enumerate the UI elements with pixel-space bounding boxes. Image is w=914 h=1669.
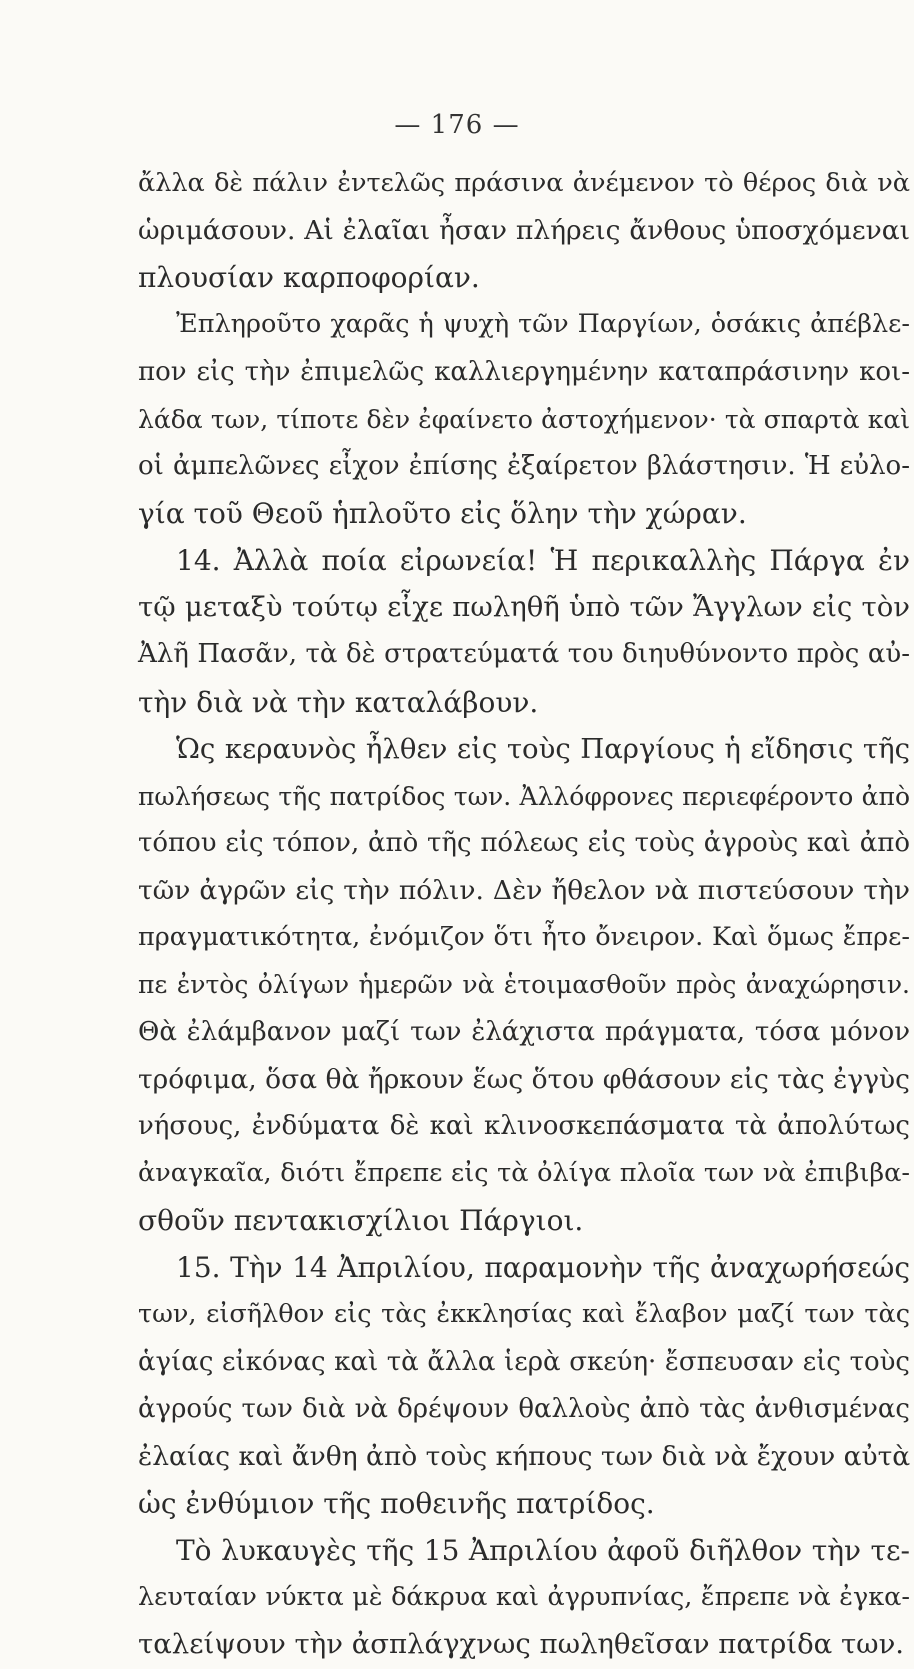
text-line: πε ἐντὸς ὀλίγων ἡμερῶν νὰ ἑτοιμασθοῦν πρὸς ἀναχώρησιν. — [138, 970, 910, 1000]
text-line: ὡριμάσουν. Αἱ ἐλαῖαι ἦσαν πλήρεις ἄνθους ὑποσχόμεναι — [138, 215, 910, 247]
page-number: — 176 — — [394, 110, 520, 140]
text-line: Ἐπληροῦτο χαρᾶς ἡ ψυχὴ τῶν Παργίων, ὁσάκις ἀπέβλε- — [176, 309, 910, 340]
text-line: ἀναγκαῖα, διότι ἔπρεπε εἰς τὰ ὀλίγα πλοῖα των νὰ ἐπιβιβα- — [138, 1157, 910, 1188]
text-line: τῶν ἀγρῶν εἰς τὴν πόλιν. Δὲν ἤθελον νὰ πιστεύσουν τὴν — [138, 875, 910, 907]
text-line: ἀγρούς των διὰ νὰ δρέψουν θαλλοὺς ἀπὸ τὰς ἀνθισμένας — [138, 1393, 910, 1424]
text-line: Ἀλῆ Πασᾶν, τὰ δὲ στρατεύματά του διηυθύνοντο πρὸς αὐ- — [138, 639, 910, 670]
text-line: των, εἰσῆλθον εἰς τὰς ἐκκλησίας καὶ ἔλαβον μαζί των τὰς — [138, 1299, 910, 1330]
text-line: τρόφιμα, ὅσα θὰ ἤρκουν ἕως ὅτου φθάσουν εἰς τὰς ἐγγὺς — [138, 1063, 910, 1095]
text-line: λάδα των, τίποτε δὲν ἐφαίνετο ἀστοχήμενον· τὰ σπαρτὰ καὶ — [138, 404, 910, 434]
text-line: γία τοῦ Θεοῦ ἡπλοῦτο εἰς ὅλην τὴν χώραν. — [138, 496, 747, 530]
text-line: ὡς ἐνθύμιον τῆς ποθεινῆς πατρίδος. — [138, 1486, 655, 1520]
text-line: τῷ μεταξὺ τούτῳ εἶχε πωληθῆ ὑπὸ τῶν Ἄγγλων εἰς τὸν — [138, 591, 910, 624]
text-line: νήσους, ἐνδύματα δὲ καὶ κλινοσκεπάσματα τὰ ἀπολύτως — [138, 1110, 910, 1141]
text-line: τὴν διὰ νὰ τὴν καταλάβουν. — [138, 685, 539, 719]
text-line: πραγματικότητα, ἐνόμιζον ὅτι ἦτο ὄνειρον. Καὶ ὅμως ἔπρε- — [138, 922, 910, 953]
text-line: ταλείψουν τὴν ἀσπλάγχνως πωληθεῖσαν πατρίδα των. — [138, 1628, 905, 1661]
body-text — [138, 160, 910, 1669]
text-line: 14. Ἀλλὰ ποία εἰρωνεία! Ἡ περικαλλὴς Πάργα ἐν — [176, 544, 910, 578]
text-line: οἱ ἀμπελῶνες εἶχον ἐπίσης ἐξαίρετον βλάστησιν. Ἡ εὐλο- — [138, 450, 910, 481]
text-line: πον εἰς τὴν ἐπιμελῶς καλλιεργημένην καταπράσινην κοι- — [138, 356, 910, 387]
text-line: ἁγίας εἰκόνας καὶ τὰ ἄλλα ἱερὰ σκεύη· ἔσπευσαν εἰς τοὺς — [138, 1346, 910, 1377]
text-line: Τὸ λυκαυγὲς τῆς 15 Ἀπριλίου ἀφοῦ διῆλθον τὴν τε- — [176, 1534, 910, 1568]
text-line: ἐλαίας καὶ ἄνθη ἀπὸ τοὺς κήπους των διὰ νὰ ἔχουν αὐτὰ — [138, 1440, 911, 1472]
text-line: τόπου εἰς τόπον, ἀπὸ τῆς πόλεως εἰς τοὺς ἀγροὺς καὶ ἀπὸ — [138, 827, 910, 858]
text-line: 15. Τὴν 14 Ἀπριλίου, παραμονὴν τῆς ἀναχωρήσεώς — [176, 1251, 910, 1285]
text-line: λευταίαν νύκτα μὲ δάκρυα καὶ ἀγρυπνίας, ἔπρεπε νὰ ἐγκα- — [138, 1582, 910, 1613]
text-line: ἄλλα δὲ πάλιν ἐντελῶς πράσινα ἀνέμενον τὸ θέρος διὰ νὰ — [138, 168, 910, 198]
text-line: Θὰ ἐλάμβανον μαζί των ἐλάχιστα πράγματα, τόσα μόνον — [138, 1016, 910, 1047]
text-line: πλουσίαν καρποφορίαν. — [138, 261, 480, 295]
text-line: πωλήσεως τῆς πατρίδος των. Ἀλλόφρονες περιεφέροντο ἀπὸ — [138, 781, 910, 811]
text-line: σθοῦν πεντακισχίλιοι Πάργιοι. — [138, 1204, 584, 1238]
text-line: Ὡς κεραυνὸς ἦλθεν εἰς τοὺς Παργίους ἡ εἴδησις τῆς — [176, 732, 910, 765]
